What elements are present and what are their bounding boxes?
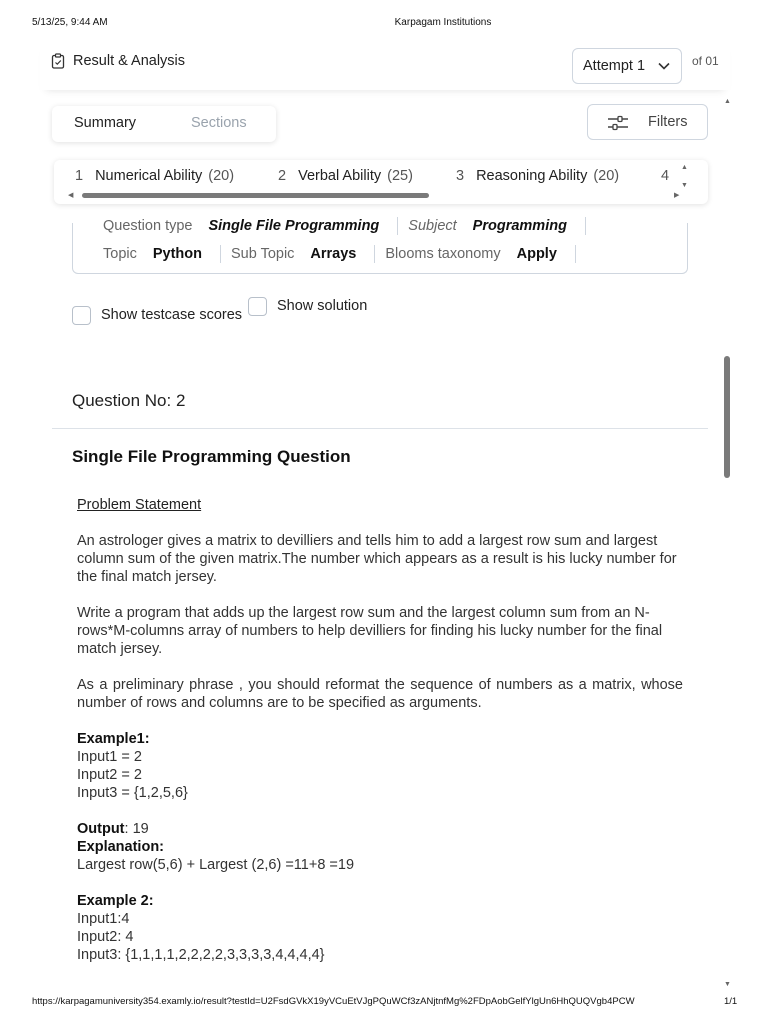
divider bbox=[374, 245, 375, 263]
main-scroll-down-icon[interactable]: ▼ bbox=[724, 981, 731, 988]
explanation-label: Explanation: bbox=[77, 839, 165, 855]
show-testcase-scores-label[interactable]: Show testcase scores bbox=[101, 307, 243, 323]
sliders-icon bbox=[607, 115, 629, 131]
subject-label: Subject bbox=[408, 218, 457, 234]
problem-paragraph-1: An astrologer gives a matrix to devilliers and tells him to add a largest row sum and largest column sum of the given matrix.The number which appears as a result is his lucky number for the final match jersey. bbox=[77, 533, 677, 585]
meta-row-1 bbox=[103, 217, 596, 235]
blooms-value: Apply bbox=[516, 246, 557, 262]
scroll-right-arrow-icon[interactable]: ▶ bbox=[674, 192, 680, 199]
filters-button[interactable] bbox=[587, 104, 708, 140]
section-name: Reasoning Ability bbox=[476, 168, 588, 184]
scroll-down-arrow-icon[interactable]: ▼ bbox=[681, 182, 688, 189]
tab-summary[interactable]: Summary bbox=[74, 115, 137, 131]
example-2-input-2: Input2: 4 bbox=[77, 929, 134, 945]
section-name: Numerical Ability bbox=[95, 168, 203, 184]
scroll-up-arrow-icon[interactable]: ▲ bbox=[681, 164, 688, 171]
section-strip bbox=[54, 160, 708, 204]
section-strip-scrollbar[interactable] bbox=[82, 193, 429, 198]
question-content bbox=[77, 496, 683, 982]
show-solution-label[interactable]: Show solution bbox=[277, 298, 368, 314]
example-2-input-3: Input3: {1,1,1,1,2,2,2,2,3,3,3,3,4,4,4,4} bbox=[77, 947, 325, 963]
section-item-4[interactable] bbox=[661, 168, 681, 184]
show-solution-checkbox[interactable] bbox=[248, 297, 267, 316]
print-date: 5/13/25, 9:44 AM bbox=[32, 17, 108, 28]
problem-paragraph-2: Write a program that adds up the largest row sum and the largest column sum from an N- rows*M-columns array of numbers to help devilliers for finding his lucky number for the final match jersey. bbox=[77, 605, 663, 657]
page-title: Result & Analysis bbox=[73, 53, 186, 69]
chevron-down-icon bbox=[657, 60, 671, 72]
clipboard-icon bbox=[51, 53, 65, 69]
example-1-input-3: Input3 = {1,2,5,6} bbox=[77, 785, 188, 801]
example-2-heading: Example 2: bbox=[77, 893, 154, 909]
filters-label: Filters bbox=[648, 114, 688, 130]
example-1 bbox=[77, 730, 683, 802]
divider bbox=[575, 245, 576, 263]
example-2 bbox=[77, 892, 683, 964]
question-type-title: Single File Programming Question bbox=[72, 447, 351, 466]
meta-row-2 bbox=[103, 245, 586, 263]
problem-paragraph-3: As a preliminary phrase , you should reformat the sequence of numbers as a matrix, whose number of rows and columns are to be specified as arguments. bbox=[77, 677, 683, 711]
section-count: (20) bbox=[593, 168, 620, 184]
subtopic-value: Arrays bbox=[310, 246, 357, 262]
print-url: https://karpagamuniversity354.examly.io/result?testId=U2FsdGVkX19yVCuEtVJgPQuWCf3zANjtnfMg%2FDpAobGelfYlgUn6HhQUQVgb4PCW bbox=[32, 996, 635, 1007]
example-1-input-1: Input1 = 2 bbox=[77, 749, 142, 765]
section-number: 2 bbox=[278, 168, 287, 184]
example-1-heading: Example1: bbox=[77, 731, 150, 747]
output-label: Output bbox=[77, 821, 125, 837]
subject-value: Programming bbox=[472, 218, 567, 234]
divider bbox=[397, 217, 398, 235]
blooms-label: Blooms taxonomy bbox=[385, 246, 501, 262]
attempt-total: of 01 bbox=[692, 54, 719, 68]
section-count: (25) bbox=[387, 168, 413, 184]
section-item-reasoning-ability[interactable] bbox=[456, 168, 619, 184]
attempt-select-value: Attempt 1 bbox=[583, 58, 646, 74]
divider bbox=[220, 245, 221, 263]
view-tabs bbox=[52, 106, 276, 142]
example-1-input-2: Input2 = 2 bbox=[77, 767, 142, 783]
example-2-input-1: Input1:4 bbox=[77, 911, 130, 927]
section-item-numerical-ability[interactable] bbox=[75, 168, 234, 184]
problem-statement-heading: Problem Statement bbox=[77, 497, 202, 513]
tab-sections[interactable]: Sections bbox=[191, 115, 247, 131]
question-type-value: Single File Programming bbox=[208, 218, 380, 234]
topic-label: Topic bbox=[103, 246, 137, 262]
show-testcase-scores-checkbox[interactable] bbox=[72, 306, 91, 325]
section-number: 1 bbox=[75, 168, 84, 184]
attempt-select[interactable] bbox=[572, 48, 682, 84]
top-bar bbox=[40, 40, 730, 90]
example-1-output bbox=[77, 820, 683, 874]
section-number: 3 bbox=[456, 168, 465, 184]
question-meta-box bbox=[72, 218, 688, 274]
question-type-label: Question type bbox=[103, 218, 193, 234]
main-scrollbar[interactable] bbox=[724, 356, 730, 478]
print-page-number: 1/1 bbox=[724, 996, 738, 1007]
scroll-left-arrow-icon[interactable]: ◀ bbox=[68, 192, 74, 199]
page-title-group bbox=[51, 53, 185, 69]
section-number: 4 bbox=[661, 168, 670, 184]
subtopic-label: Sub Topic bbox=[231, 246, 295, 262]
print-title: Karpagam Institutions bbox=[394, 17, 492, 28]
section-name: Verbal Ability bbox=[298, 168, 382, 184]
section-count: (20) bbox=[208, 168, 235, 184]
output-line bbox=[77, 820, 683, 838]
output-value: : 19 bbox=[124, 821, 149, 837]
section-item-verbal-ability[interactable] bbox=[278, 168, 413, 184]
question-number: Question No: 2 bbox=[72, 391, 186, 410]
question-divider bbox=[52, 428, 708, 429]
main-scroll-up-icon[interactable]: ▲ bbox=[724, 98, 731, 105]
topic-value: Python bbox=[152, 246, 202, 262]
divider bbox=[585, 217, 586, 235]
explanation-text: Largest row(5,6) + Largest (2,6) =11+8 =19 bbox=[77, 857, 355, 873]
